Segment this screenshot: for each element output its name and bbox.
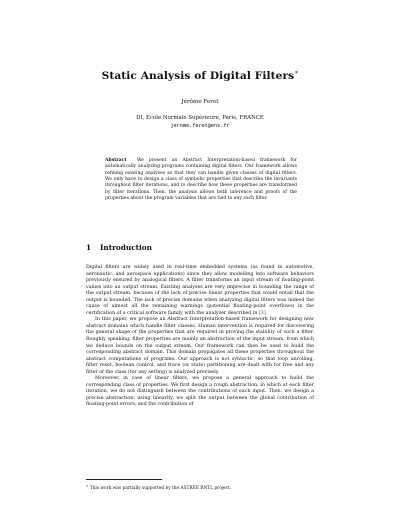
affiliation-block	[0, 114, 400, 130]
footnote	[86, 483, 314, 492]
paragraph-2: In this paper, we propose an Abstract Interpretation-based framework for designing new abstract domains which handle filter classes. Human intervention is required for discovering the general shape of the properties that are required in proving the stability of such a filter. Roughly speaking, filter properties are mainly an abstraction of the input stream, from which we deduce bounds on the output stream. Our framework can then be used to build the corresponding abstract domain. This domain propagates all these properties throughout the abstract computations of programs. Our approach is not syntactic, so that loop unrolling, filter reset, boolean control, and trace (or state) partitioning are dealt with for free and any filter of the class (for any setting) is analyzed precisely.	[86, 317, 314, 375]
author-email: jerome.feret@ens.fr	[170, 123, 230, 129]
abstract-text: We present an Abstract Interpretation-based framework for automatically analyzing programs containing digital filters. Our framework allows refining existing analyses so that they can handle given classes of digital filters. We only have to design a class of symbolic properties that describe the invariants throughout filter iterations, and to describe how these properties are transformed by filter iterations. Then, the analysis allows both inference and proofs of the properties about the program variables that are tied to any such filter.	[105, 158, 297, 202]
paragraph-3: Moreover, in case of linear filters, we propose a general approach to build the corresponding class of properties. We first design a rough abstraction, in which at each filter iteration, we do not distinguish between the contributions of each input. Then, we design a precise abstraction: using linearity, we split the output between the global contribution of floating-point errors, and the contribution of	[86, 376, 314, 408]
author-name: Jérôme Feret	[181, 99, 219, 105]
paper-title	[0, 69, 400, 82]
section-body	[86, 265, 314, 409]
footnote-rule	[86, 479, 162, 480]
section-number: 1	[86, 243, 92, 252]
abstract-label: Abstract	[105, 158, 127, 163]
section-heading	[86, 243, 152, 252]
citation-link[interactable]: [3]	[258, 310, 266, 316]
footnote-text: This work was partially supported by the ASTRÉE RNTL project.	[89, 486, 232, 491]
footnote-mark: ∗	[86, 484, 89, 488]
affiliation: DI, École Normale Supérieure, Paris, FRANCE	[136, 115, 264, 121]
abstract	[105, 158, 297, 202]
paragraph-1-text: Digital filters are widely used in real-time embedded systems (as found in automotive, aeronautic, and aerospace applications) since they allow modelling into software behaviors previously ensured by analogical filters. A filter transforms an input stream of floating-point values into an output stream. Existing analyses are very imprecise in bounding the range of the output stream, because of the lack of precise linear properties that would entail that the output is bounded. The lack of precise domains when analyzing digital filters was indeed the cause of almost all the remaining warnings (potential floating-point overflows) in the certification of a critical software family with the analyzer described in	[86, 265, 314, 316]
paragraph-1-end: .	[265, 310, 268, 316]
title-footnote-mark: ∗	[294, 69, 299, 76]
title-text: Static Analysis of Digital Filters	[101, 70, 295, 82]
paragraph-1	[86, 265, 314, 317]
section-title: Introduction	[100, 243, 152, 252]
